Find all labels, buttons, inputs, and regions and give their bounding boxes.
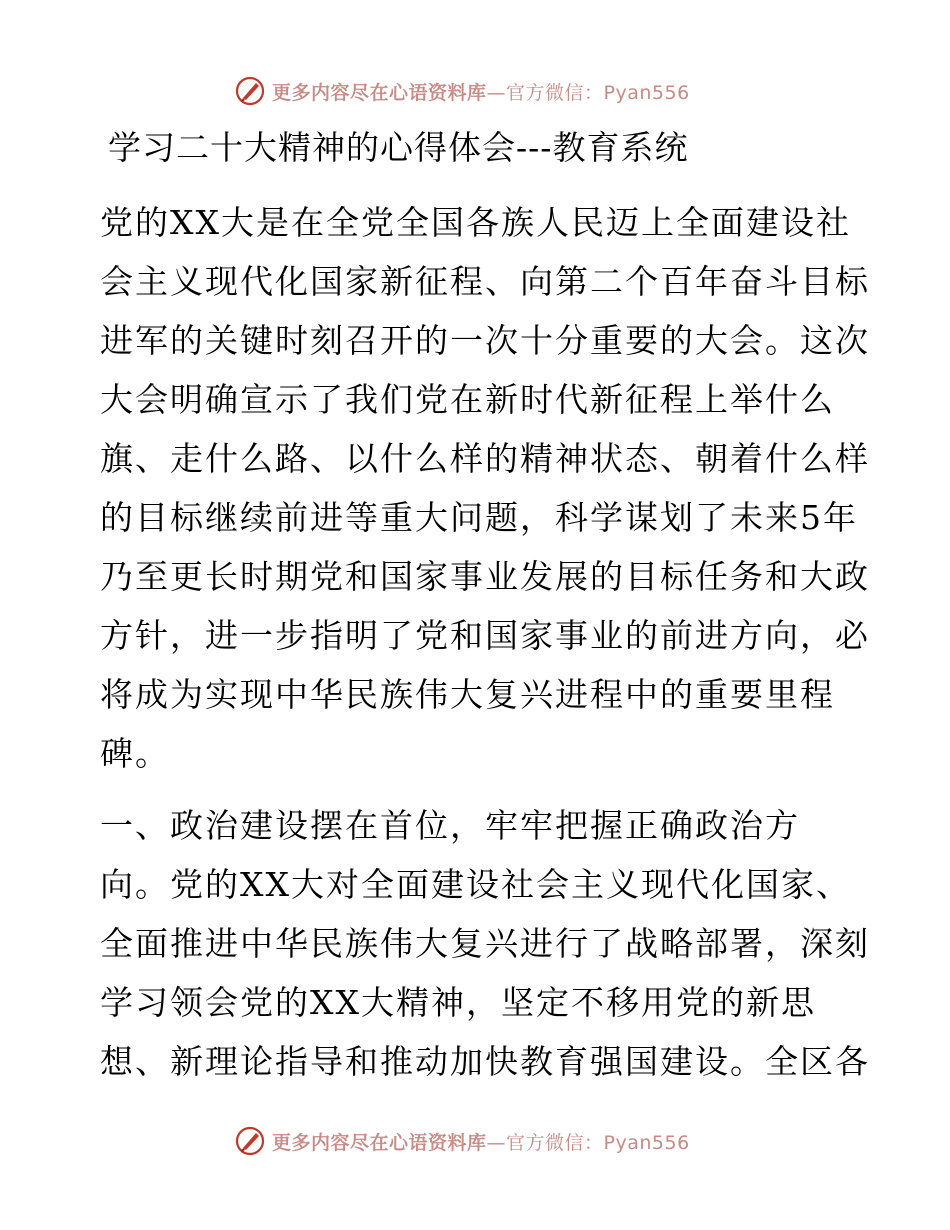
quill-pen-logo-icon [234, 75, 266, 107]
header-watermark [234, 74, 734, 108]
text-line: 会主义现代化国家新征程、向第二个百年奋斗目标 [100, 262, 870, 301]
watermark-text [272, 1128, 690, 1155]
text-line: 进军的关键时刻召开的一次十分重要的大会。这次 [100, 321, 870, 360]
text-line: 方针，进一步指明了党和国家事业的前进方向，必 [100, 616, 870, 655]
text-line: 旗、走什么路、以什么样的精神状态、朝着什么样 [100, 439, 870, 478]
section-heading-line: 一、政治建设摆在首位，牢牢把握正确政治方 [100, 806, 800, 845]
text-line: 想、新理论指导和推动加快教育强国建设。全区各 [100, 1042, 870, 1081]
text-line: 大会明确宣示了我们党在新时代新征程上举什么 [100, 380, 835, 419]
text-line: 党的XX大是在全党全国各族人民迈上全面建设社 [100, 203, 851, 242]
document-title: 学习二十大精神的心得体会---教育系统 [108, 128, 689, 167]
quill-pen-logo-icon [234, 1125, 266, 1157]
text-line: 将成为实现中华民族伟大复兴进程中的重要里程 [100, 675, 835, 714]
watermark-text [272, 78, 690, 105]
watermark-main-text: 更多内容尽在心语资料库 [272, 81, 487, 104]
text-line: 学习领会党的XX大精神，坚定不移用党的新思 [100, 983, 816, 1022]
text-line: 乃至更长时期党和国家事业发展的目标任务和大政 [100, 557, 870, 596]
paragraph-1 [100, 193, 870, 783]
text-line: 碑。 [100, 734, 170, 773]
text-line: 的目标继续前进等重大问题，科学谋划了未来5年 [100, 498, 858, 537]
paragraph-2 [100, 796, 870, 1091]
text-line: 全面推进中华民族伟大复兴进行了战略部署，深刻 [100, 924, 870, 963]
watermark-sub-text: —官方微信：Pyan556 [486, 81, 690, 104]
text-line: 向。党的XX大对全面建设社会主义现代化国家、 [100, 865, 851, 904]
watermark-sub-text: —官方微信：Pyan556 [486, 1131, 690, 1154]
watermark-main-text: 更多内容尽在心语资料库 [272, 1131, 487, 1154]
footer-watermark [234, 1124, 734, 1158]
